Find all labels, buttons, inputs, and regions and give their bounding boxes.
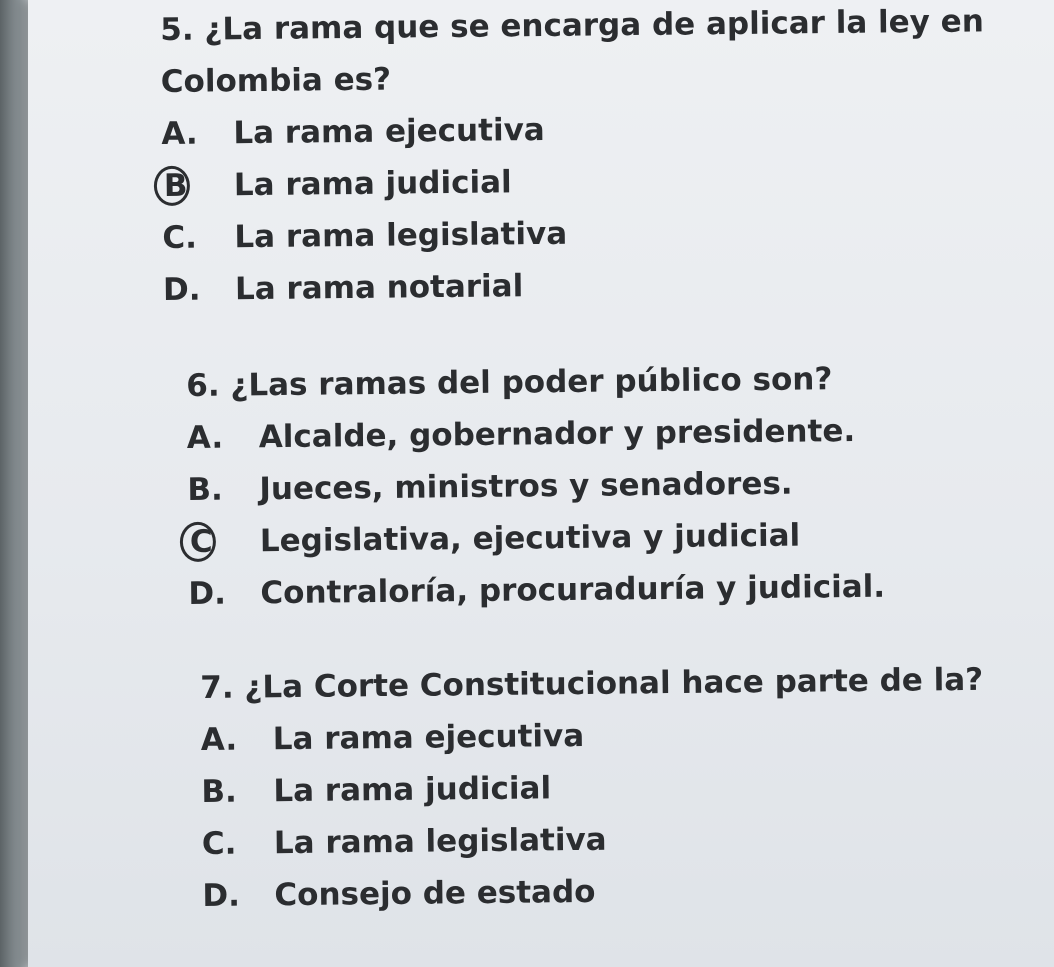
option-text: Consejo de estado: [274, 873, 596, 914]
circled-answer-mark: B: [162, 160, 190, 212]
question-6-option-b: [187, 457, 884, 516]
option-text: Jueces, ministros y senadores.: [259, 465, 793, 508]
background-edge: [0, 0, 28, 967]
question-5-option-d: [163, 255, 987, 316]
question-7-option-a: [201, 706, 984, 766]
option-letter: B.: [201, 773, 237, 810]
option-letter: A.: [186, 419, 224, 456]
question-7-option-d: [202, 862, 985, 922]
option-letter: C.: [162, 219, 198, 256]
option-letter: C.: [201, 825, 237, 862]
question-6-option-a: [187, 405, 884, 464]
option-text: Contraloría, procuraduría y judicial.: [260, 568, 886, 612]
question-5-option-c: [162, 203, 986, 264]
option-text: Legislativa, ejecutiva y judicial: [259, 517, 801, 560]
option-text: La rama ejecutiva: [272, 717, 585, 758]
option-text: La rama ejecutiva: [233, 111, 545, 152]
option-letter: A.: [200, 721, 238, 758]
option-text: La rama judicial: [273, 770, 552, 810]
option-letter: D.: [188, 575, 227, 612]
question-5-option-a: [161, 99, 985, 160]
option-letter: D.: [202, 877, 241, 914]
question-7-option-c: [202, 810, 985, 870]
option-text: La rama notarial: [234, 268, 524, 308]
circled-answer-mark: C: [188, 516, 215, 568]
option-letter-wrap: [162, 159, 235, 212]
question-5-option-b: [162, 151, 986, 212]
question-6-title: 6. ¿Las ramas del poder público son?: [186, 361, 833, 404]
option-letter-wrap: [188, 515, 261, 568]
option-text: La rama judicial: [233, 164, 512, 204]
question-7-title: 7. ¿La Corte Constitucional hace parte de la?: [200, 661, 984, 706]
option-letter: A.: [161, 115, 198, 152]
question-7: [200, 654, 986, 922]
option-text: La rama legislativa: [273, 821, 607, 862]
question-5: [160, 0, 987, 316]
option-text: Alcalde, gobernador y presidente.: [258, 412, 856, 456]
option-letter: B.: [187, 471, 223, 508]
question-6: [186, 353, 885, 620]
question-6-option-d: [188, 561, 885, 620]
question-7-option-b: [201, 758, 984, 818]
option-text: La rama legislativa: [234, 215, 568, 256]
question-5-title-line1: 5. ¿La rama que se encarga de aplicar la ley en: [160, 3, 984, 48]
option-letter: D.: [162, 271, 201, 308]
question-6-option-c: [188, 509, 885, 568]
question-5-title-line2: Colombia es?: [160, 61, 392, 100]
